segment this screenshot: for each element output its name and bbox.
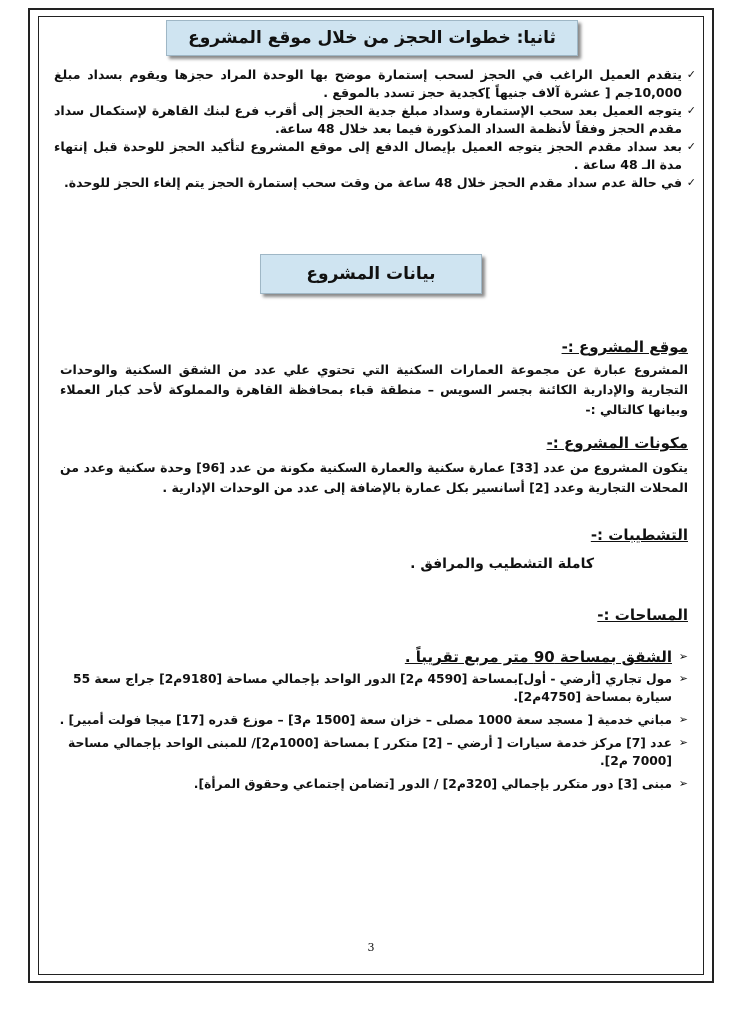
list-item — [58, 648, 688, 666]
list-item — [54, 174, 694, 192]
arrow-icon: ➢ — [678, 736, 688, 749]
checkmark-icon: ✓ — [686, 140, 696, 153]
list-item — [54, 66, 694, 102]
booking-steps-list — [54, 66, 694, 192]
section-title-project-data: بيانات المشروع — [260, 254, 482, 294]
list-item-text: مول تجاري [أرضي - أول]بمساحة [4590 م2] الدور الواحد بإجمالي مساحة [9180م2] جراج سعة 55 سيارة بمساحة [4750م2]. — [73, 672, 672, 704]
list-item — [58, 670, 688, 706]
list-item-text: الشقق بمساحة 90 متر مربع تقريباً . — [404, 648, 672, 666]
checkmark-icon: ✓ — [686, 176, 696, 189]
arrow-icon: ➢ — [678, 777, 688, 790]
page-number: 3 — [367, 941, 375, 954]
checkmark-icon: ✓ — [686, 68, 696, 81]
arrow-icon: ➢ — [678, 713, 688, 726]
arrow-icon: ➢ — [678, 672, 688, 685]
list-item-text: مبنى [3] دور متكرر بإجمالي [320م2] / الدور [تضامن إجتماعي وحقوق المرأة]. — [193, 777, 672, 791]
list-item — [54, 102, 694, 138]
list-item-text: مباني خدمية [ مسجد سعة 1000 مصلى – خزان سعة [1500 م3] – موزع قدره [17] ميجا فولت أمبير] . — [59, 713, 672, 727]
checkmark-icon: ✓ — [686, 104, 696, 117]
finishing-heading: التشطيبات :- — [590, 526, 688, 544]
list-item — [58, 711, 688, 729]
list-item-text: عدد [7] مركز خدمة سيارات [ أرضي – [2] متكرر ] بمساحة [1000م2]/ للمبنى الواحد بإجمالي مساحة [7000 م2]. — [68, 736, 672, 768]
location-heading: موقع المشروع :- — [561, 338, 688, 356]
list-item-text: يتوجه العميل بعد سحب الإستمارة وسداد مبلغ جدية الحجز إلى أقرب فرع لبنك القاهرة لإستكمال سداد مقدم الحجز وفقاً لأنظمة السداد المذكورة فيما بعد خلال 48 ساعة. — [54, 103, 682, 136]
list-item — [58, 734, 688, 770]
location-text: المشروع عبارة عن مجموعة العمارات السكنية التي تحتوي علي عدد من الشقق السكنية والوحدات التجارية والإدارية الكائنة بجسر السويس – منطقة قباء بمحافظة القاهرة والمملوكة لأحد كبار العملاء وبيانها كالتالي :- — [60, 362, 688, 417]
list-item-text: يتقدم العميل الراغب في الحجز لسحب إستمارة موضح بها الوحدة المراد حجزها ويقوم بسداد مبلغ 10,000جم [ عشرة آلاف جنيهاً ]كجدية حجز تسدد بالموقع . — [54, 67, 682, 100]
document-page — [48, 16, 694, 966]
list-item-text: في حالة عدم سداد مقدم الحجز خلال 48 ساعة من وقت سحب إستمارة الحجز يتم إلغاء الحجز للوحدة. — [64, 175, 682, 190]
arrow-icon: ➢ — [678, 650, 688, 663]
areas-heading: المساحات :- — [597, 606, 688, 624]
areas-list — [58, 648, 688, 798]
list-item-text: بعد سداد مقدم الحجز يتوجه العميل بإيصال الدفع إلى موقع المشروع لتأكيد الحجز للوحدة قبل إنتهاء مدة الـ 48 ساعة . — [54, 139, 682, 172]
section-title-booking-steps: ثانيا: خطوات الحجز من خلال موقع المشروع — [166, 20, 578, 56]
components-heading: مكونات المشروع :- — [546, 434, 688, 452]
list-item — [54, 138, 694, 174]
components-text: يتكون المشروع من عدد [33] عمارة سكنية والعمارة السكنية مكونة من عدد [96] وحدة سكنية وعدد من المحلات التجارية وعدد [2] أسانسير بكل عمارة بالإضافة إلى عدد من الوحدات الإدارية . — [60, 460, 688, 495]
finishing-text: كاملة التشطيب والمرافق . — [410, 556, 594, 572]
list-item — [58, 775, 688, 793]
